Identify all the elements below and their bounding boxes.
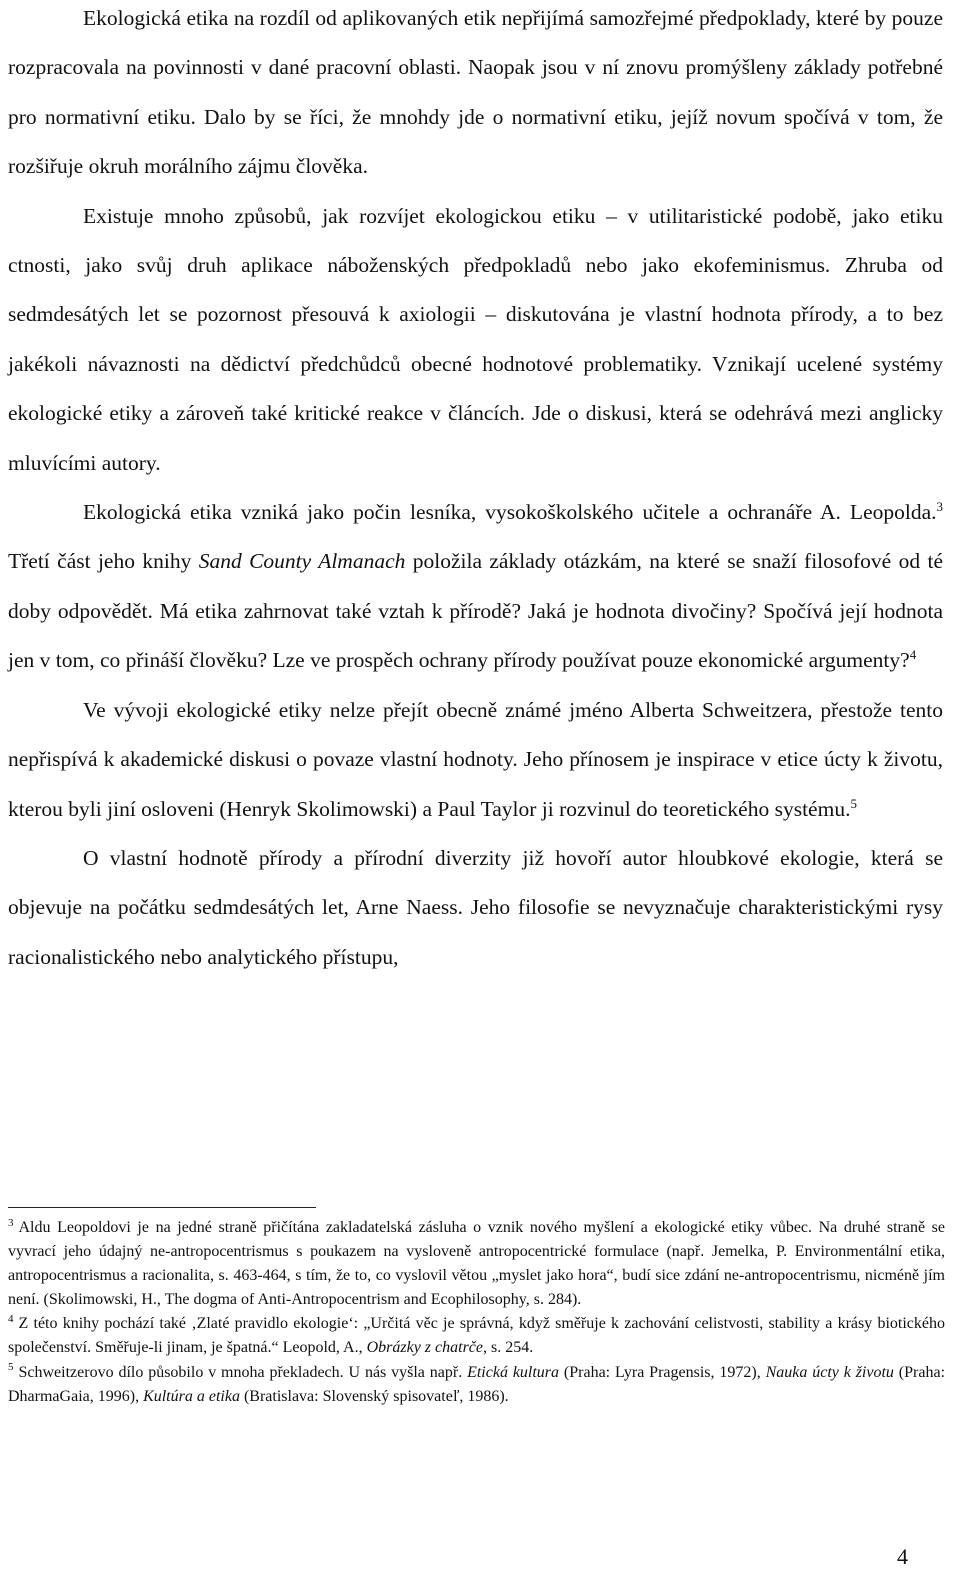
footnote-5-title-2: Nauka úcty k životu [765, 1363, 894, 1381]
footnote-separator [8, 1207, 316, 1208]
paragraph-4-text: Ve vývoji ekologické etiky nelze přejít obecně známé jméno Alberta Schweitzera, přestože tento nepřispívá k akademické diskusi o povaze vlastní hodnoty. Jeho přínosem je inspirace v etice úcty k životu, kterou byli jiní osloveni (Henryk Skolimowski) a Paul Taylor ji rozvinul do teoretického systému. [8, 697, 943, 821]
footnote-4-number: 4 [8, 1313, 14, 1326]
footnote-5-text-b: (Praha: Lyra Pragensis, 1972), [559, 1363, 766, 1381]
footnote-5-text-c: (Praha: DharmaGaia, 1996), [8, 1363, 946, 1405]
paragraph-2: Existuje mnoho způsobů, jak rozvíjet ekologickou etiku – v utilitaristické podobě, jako etiku ctnosti, jako svůj druh aplikace náboženských předpokladů nebo jako ekofeminismus. Zhruba od sedmdesátých let se pozornost přesouvá k axiologii – diskutována je vlastní hodnota přírody, a to bez jakékoli návaznosti na dědictví předchůdců obecné hodnotové problematiky. Vznikají ucelené systémy ekologické etiky a zároveň také kritické reakce v článcích. Jde o diskusi, která se odehrává mezi anglicky mluvícími autory. [8, 203, 943, 475]
paragraph-1: Ekologická etika na rozdíl od aplikovaných etik nepřijímá samozřejmé předpoklady, které by pouze rozpracovala na povinnosti v dané pracovní oblasti. Naopak jsou v ní znovu promýšleny základy potřebné pro normativní etiku. Dalo by se říci, že mnohdy jde o normativní etiku, jejíž novum spočívá v tom, že rozšiřuje okruh morálního zájmu člověka. [8, 6, 943, 179]
footnote-3-number: 3 [8, 1216, 14, 1229]
footnote-ref-5[interactable]: 5 [850, 795, 857, 811]
footnote-5-text-a: Schweitzerovo dílo působilo v mnoha překladech. U nás vyšla např. [18, 1363, 468, 1381]
footnote-5-title-1: Etická kultura [467, 1363, 560, 1381]
paragraph-3-text-b: Třetí část jeho knihy [8, 549, 199, 574]
footnote-5-number: 5 [8, 1361, 14, 1374]
paragraph-4 [8, 686, 943, 834]
paragraph-3 [8, 488, 943, 686]
footnote-4-book-title: Obrázky z chatrče [366, 1339, 484, 1357]
footnote-4-text-a: Z této knihy pochází také ‚Zlaté pravidlo ekologie‘: „Určitá věc je správná, když směřuje k zachování celistvosti, stability a krásy biotického společenství. Směřuje-li jinam, je špatná.“ Leopold, A., [8, 1315, 945, 1357]
footnote-4 [8, 1312, 945, 1360]
paragraph-3-text-a: Ekologická etika vzniká jako počin lesníka, vysokoškolského učitele a ochranáře A. Leopolda. [83, 500, 937, 525]
footnote-5-title-3: Kultúra a etika [143, 1387, 240, 1405]
footnote-ref-3[interactable]: 3 [936, 498, 943, 514]
footnotes [8, 1216, 945, 1409]
paragraph-5: O vlastní hodnotě přírody a přírodní diverzity již hovoří autor hloubkové ekologie, která se objevuje na počátku sedmdesátých let, Arne Naess. Jeho filosofie se nevyznačuje charakteristickými rysy racionalistického nebo analytického přístupu, [8, 845, 943, 969]
footnote-3 [8, 1216, 945, 1312]
page-number: 4 [897, 1544, 908, 1569]
footnote-3-text: Aldu Leopoldovi je na jedné straně přičítána zakladatelská zásluha o vznik nového myšlení a ekologické etiky vůbec. Na druhé straně se vyvrací jeho údajný ne-antropocentrismus s poukazem na vysloveně antropocentrické formulace (např. Jemelka, P. Environmentální etika, antropocentrismus a racionalita, s. 463-464, s tím, že to, co vyslovil větou „myslet jako hora“, budí sice zdání ne-antropocentrismu, nicméně jím není. (Skolimowski, H., The dogma of Anti-Antropocentrism and Ecophilosophy, s. 284). [8, 1219, 945, 1309]
footnote-ref-4[interactable]: 4 [909, 647, 917, 663]
footnote-4-text-b: , s. 254. [483, 1339, 534, 1357]
paragraph-3-text-c: položila základy otázkám, na které se snaží filosofové od té doby odpovědět. Má etika zahrnovat také vztah k přírodě? Jaká je hodnota divočiny? Spočívá její hodnota jen v tom, co přináší člověku? Lze ve prospěch ochrany přírody používat pouze ekonomické argumenty? [8, 549, 943, 673]
book-title-sand-county: Sand County Almanach [198, 549, 406, 574]
footnote-5-text-d: (Bratislava: Slovenský spisovateľ, 1986). [239, 1387, 509, 1405]
main-text [8, 0, 943, 982]
footnote-5 [8, 1361, 945, 1409]
